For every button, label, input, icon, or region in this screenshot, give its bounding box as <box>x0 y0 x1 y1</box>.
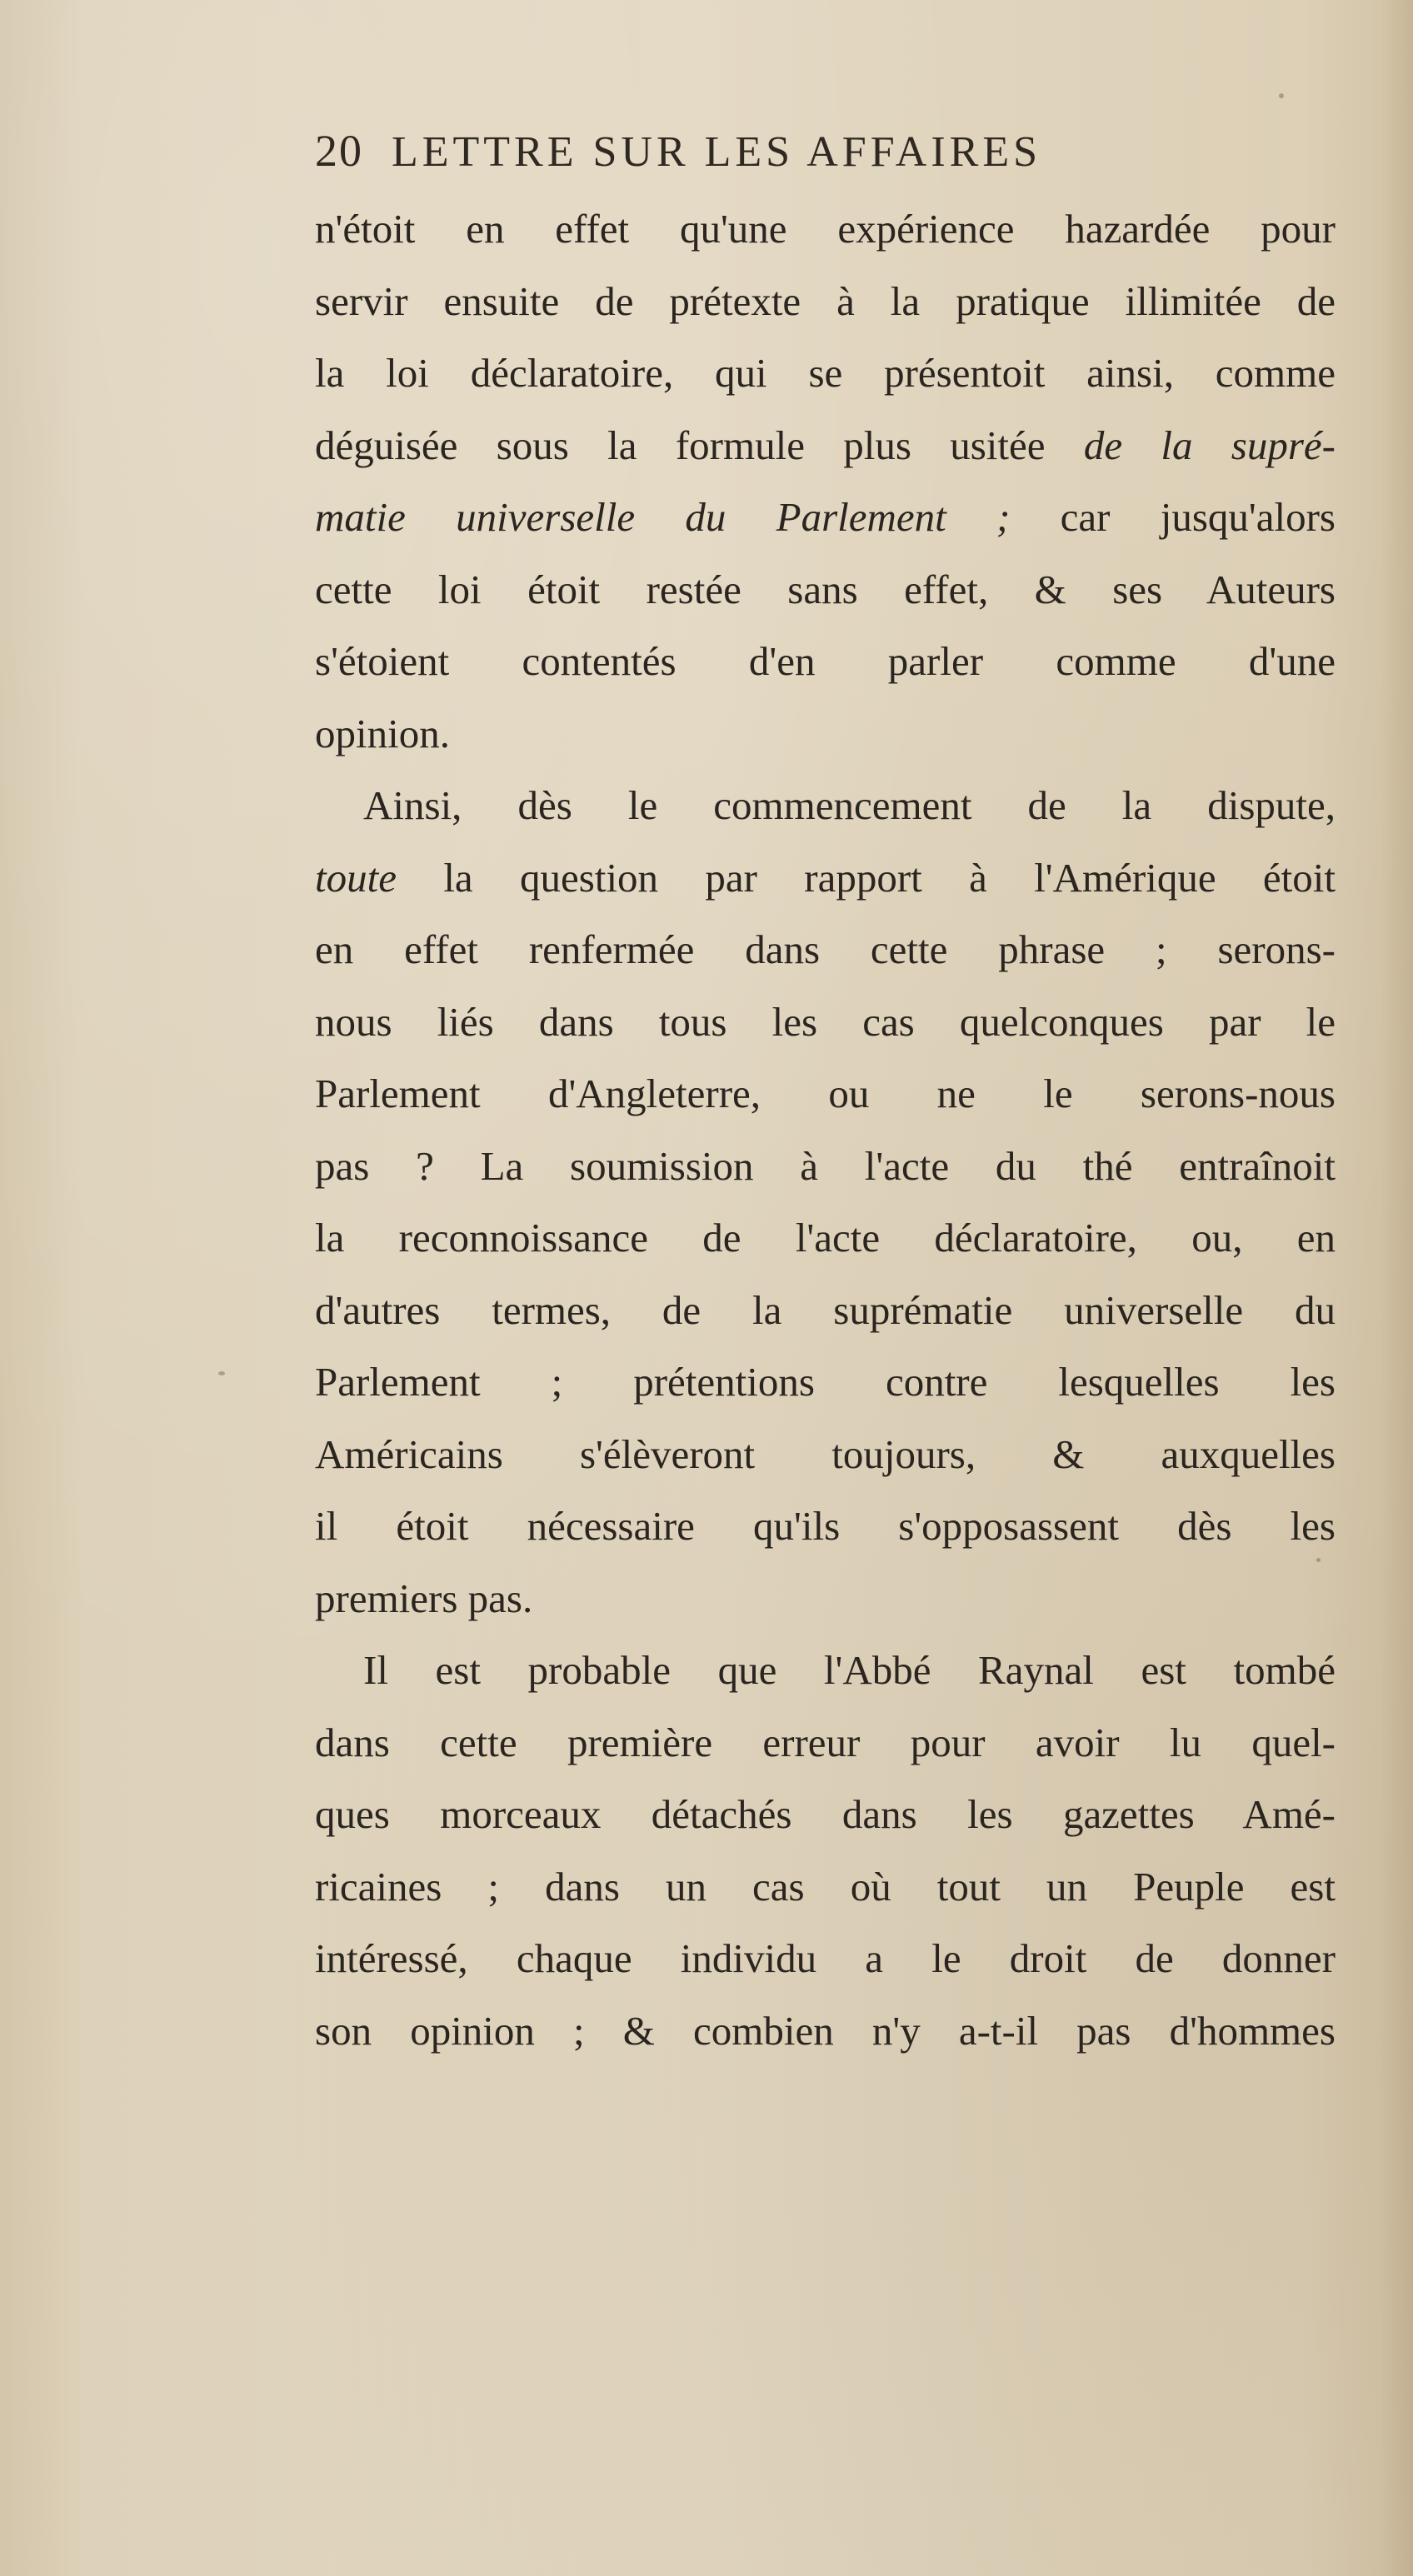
text-line: Parlement d'Angleterre, ou ne le serons-nous <box>315 1071 1336 1116</box>
text-line: n'étoit en effet qu'une expérience hazardée pour <box>315 206 1336 252</box>
text-fragment: la question par rapport à l'Amérique étoit <box>396 854 1336 901</box>
text-line: intéressé, chaque individu a le droit de donner <box>315 1935 1336 1981</box>
text-line: pas ? La soumission à l'acte du thé entraînoit <box>315 1142 1336 1189</box>
text-line: cette loi étoit restée sans effet, & ses Auteurs <box>315 566 1336 612</box>
text-block <box>315 125 1336 2067</box>
text-line: Américains s'élèveront toujours, & auxquelles <box>315 1430 1336 1477</box>
text-line: Il est probable que l'Abbé Raynal est tombé <box>363 1647 1336 1693</box>
paper-speck <box>1279 93 1284 98</box>
text-line: premiers pas. <box>315 1575 533 1621</box>
running-title: LETTRE SUR LES AFFAIRES <box>392 128 1042 176</box>
italic-phrase: de la supré- <box>1083 422 1336 468</box>
text-line: s'étoient contentés d'en parler comme d'une <box>315 638 1336 684</box>
text-line-mixed <box>315 842 1336 915</box>
text-line: ricaines ; dans un cas où tout un Peuple est <box>315 1863 1336 1910</box>
text-line: Ainsi, dès le commencement de la dispute, <box>363 782 1336 828</box>
text-line: nous liés dans tous les cas quelconques par le <box>315 998 1336 1045</box>
text-line: servir ensuite de prétexte à la pratique illimitée de <box>315 277 1336 324</box>
text-fragment: déguisée sous la formule plus usitée <box>315 422 1084 468</box>
text-line: dans cette première erreur pour avoir lu quel- <box>315 1719 1336 1765</box>
text-line: Parlement ; prétentions contre lesquelles les <box>315 1359 1336 1405</box>
paper-speck <box>218 1371 225 1375</box>
text-line-mixed <box>315 482 1336 554</box>
page-number: 20 <box>315 126 363 176</box>
text-line: la reconnoissance de l'acte déclaratoire, ou, en <box>315 1215 1336 1261</box>
italic-word: toute <box>315 854 397 901</box>
text-line: ques morceaux détachés dans les gazettes Amé- <box>315 1791 1336 1837</box>
text-line: il étoit nécessaire qu'ils s'opposassent dès les <box>315 1503 1336 1549</box>
running-head <box>315 125 1336 193</box>
text-line: opinion. <box>315 710 450 756</box>
text-line: en effet renfermée dans cette phrase ; serons- <box>315 926 1336 972</box>
text-line: la loi déclaratoire, qui se présentoit ainsi, comme <box>315 350 1336 396</box>
text-line: son opinion ; & combien n'y a-t-il pas d'hommes <box>315 2007 1336 2054</box>
text-fragment: car jusqu'alors <box>1010 494 1336 540</box>
text-line: d'autres termes, de la suprématie universelle du <box>315 1286 1336 1333</box>
italic-phrase: matie universelle du Parlement ; <box>315 494 1011 540</box>
body-text <box>315 193 1336 2067</box>
page-edge-shadow <box>1380 0 1413 2576</box>
text-line-mixed <box>315 410 1336 482</box>
